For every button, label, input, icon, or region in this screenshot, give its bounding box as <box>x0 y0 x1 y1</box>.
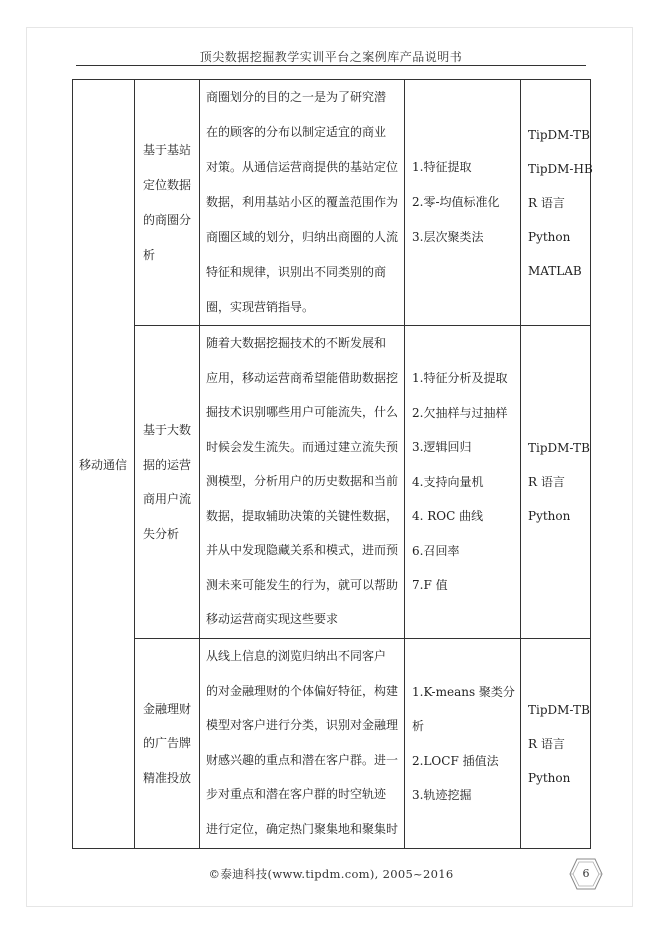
method-item: 1.特征提取 <box>412 160 472 174</box>
description-line: 对策。从通信运营商提供的基站定位 <box>206 160 399 174</box>
case-methods-cell <box>405 639 521 849</box>
page-footer: ©泰迪科技(www.tipdm.com), 2005~2016 <box>208 867 454 881</box>
case-description-cell <box>200 639 405 849</box>
description-line: 测模型，分析用户的历史数据和当前 <box>206 474 399 488</box>
description-line: 进行定位，确定热门聚集地和聚集时 <box>206 821 399 836</box>
table-row <box>73 639 591 849</box>
tool-item: TipDM-TB <box>528 441 590 455</box>
case-tools-cell <box>521 639 591 849</box>
tool-item: TipDM-TB <box>528 127 590 142</box>
description-line: 数据，提取辅助决策的关键性数据， <box>206 508 399 523</box>
table-row <box>73 326 591 639</box>
method-item: 2.零-均值标准化 <box>412 195 500 209</box>
method-item: 1.K-means 聚类分 <box>412 684 515 699</box>
tool-item: R 语言 <box>528 736 565 751</box>
case-title-line: 据的运营 <box>143 457 192 472</box>
case-title-line: 基于大数 <box>143 423 192 437</box>
method-item: 3.逻辑回归 <box>412 440 472 455</box>
description-line: 财感兴趣的重点和潜在客户群。进一 <box>206 752 399 767</box>
case-tools-cell <box>521 326 591 639</box>
page-number-badge <box>568 857 604 891</box>
tool-item: Python <box>528 509 571 523</box>
method-item: 4.支持向量机 <box>412 474 484 489</box>
case-methods-cell <box>405 80 521 326</box>
case-title-line: 失分析 <box>143 526 180 541</box>
description-line: 从线上信息的浏览归纳出不同客户 <box>206 649 387 663</box>
case-description-cell <box>200 326 405 639</box>
description-line: 在的顾客的分布以制定适宜的商业 <box>206 125 387 139</box>
description-line: 步对重点和潜在客户群的时空轨迹 <box>206 787 387 801</box>
description-line: 应用，移动运营商希望能借助数据挖 <box>206 370 399 385</box>
case-title-cell <box>135 639 200 849</box>
description-line: 的对金融理财的个体偏好特征，构建 <box>206 683 399 698</box>
description-line: 测未来可能发生的行为，就可以帮助 <box>206 577 399 592</box>
page-header-title: 顶尖数据挖掘教学实训平台之案例库产品说明书 <box>199 50 463 64</box>
case-table <box>72 79 591 849</box>
description-line: 随着大数据挖掘技术的不断发展和 <box>206 336 387 350</box>
method-item: 1.特征分析及提取 <box>412 371 508 386</box>
case-title-cell <box>135 326 200 639</box>
method-item: 4. ROC 曲线 <box>412 509 484 524</box>
case-title-line: 金融理财 <box>143 701 192 716</box>
industry-cell: 移动通信 <box>73 80 135 849</box>
case-title-line: 的广告牌 <box>143 736 192 751</box>
description-line: 时候会发生流失。而通过建立流失预 <box>206 439 399 454</box>
case-title-line: 商用户流 <box>143 492 192 506</box>
header-divider <box>76 65 586 66</box>
tool-item: TipDM-TB <box>528 702 590 717</box>
case-tools-cell <box>521 80 591 326</box>
description-line: 移动运营商实现这些要求 <box>206 612 339 626</box>
method-item: 3.层次聚类法 <box>412 230 484 244</box>
description-line: 圈，实现营销指导。 <box>206 300 315 314</box>
description-line: 模型对客户进行分类，识别对金融理 <box>206 718 399 732</box>
tool-item: Python <box>528 229 571 244</box>
tool-item: R 语言 <box>528 475 565 489</box>
case-title-line: 析 <box>143 247 156 262</box>
tool-item: MATLAB <box>528 263 582 278</box>
description-line: 特征和规律，识别出不同类别的商 <box>206 265 387 279</box>
description-line: 掘技术识别哪些用户可能流失，什么 <box>206 405 399 419</box>
tool-item: Python <box>528 770 571 785</box>
description-line: 数据，利用基站小区的覆盖范围作为 <box>206 195 399 209</box>
case-title-line: 精准投放 <box>143 770 192 785</box>
method-item: 7.F 值 <box>412 578 448 593</box>
method-item: 6.召回率 <box>412 543 460 558</box>
description-line: 并从中发现隐藏关系和模式，进而预 <box>206 543 399 557</box>
case-title-line: 定位数据 <box>143 177 192 192</box>
page-number: 6 <box>582 867 590 880</box>
method-item: 2.LOCF 插值法 <box>412 753 499 768</box>
method-item: 析 <box>412 719 425 733</box>
case-title-cell <box>135 80 200 326</box>
description-line: 商圈划分的目的之一是为了研究潜 <box>206 90 387 104</box>
method-item: 3.轨迹挖掘 <box>412 788 472 802</box>
case-methods-cell <box>405 326 521 639</box>
tool-item: R 语言 <box>528 195 565 210</box>
table-row <box>73 80 591 326</box>
case-description-cell <box>200 80 405 326</box>
case-title-line: 基于基站 <box>143 142 192 157</box>
tool-item: TipDM-HB <box>528 161 593 176</box>
case-title-line: 的商圈分 <box>143 212 192 227</box>
method-item: 2.欠抽样与过抽样 <box>412 405 508 420</box>
description-line: 商圈区域的划分，归纳出商圈的人流 <box>206 230 399 244</box>
